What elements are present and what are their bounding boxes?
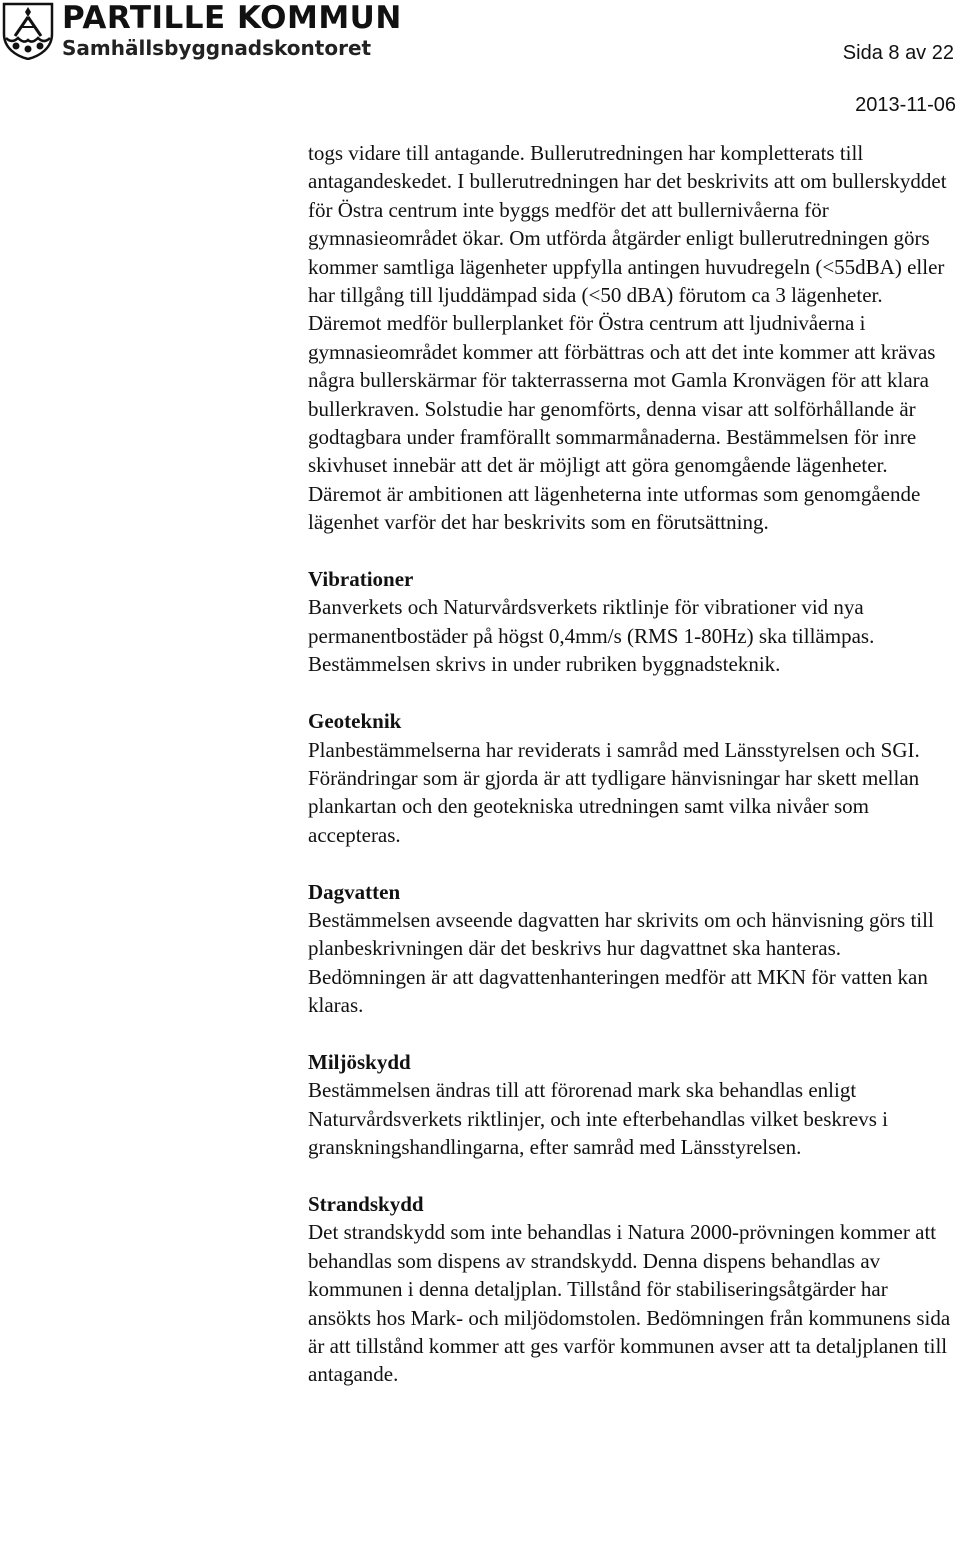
- page-number: Sida 8 av 22: [842, 42, 954, 64]
- section-heading: Strandskydd: [308, 1191, 424, 1216]
- section-strandskydd: [308, 1190, 954, 1389]
- municipal-coat-of-arms-icon: [2, 2, 54, 60]
- section-dagvatten: [308, 878, 954, 1020]
- section-heading: Geoteknik: [308, 709, 402, 734]
- document-date: 2013-11-06: [855, 94, 956, 116]
- section-body: Planbestämmelserna har reviderats i samråd med Länsstyrelsen och SGI. Förändringar som är gjorda är att tydligare hänvisningar har skett mellan plankartan och den geotekniska utredningen samt vilka nivåer som accepteras.: [308, 737, 920, 847]
- section-body: Banverkets och Naturvårdsverkets riktlinje för vibrationer vid nya permanentbostäder på högst 0,4mm/s (RMS 1-80Hz) ska tillämpas. Bestämmelsen skrivs in under rubriken byggnadsteknik.: [308, 595, 875, 677]
- department-name: Samhällsbyggnadskontoret: [62, 36, 372, 60]
- section-body: Bestämmelsen avseende dagvatten har skrivits om och hänvisning görs till planbeskrivningen där det beskrivs hur dagvattnet ska hanteras. Bedömningen är att dagvattenhanteringen medför att MKN för vatten kan klaras.: [308, 907, 934, 1018]
- org-name: PARTILLE KOMMUN: [62, 0, 402, 36]
- section-miljoskydd: [308, 1048, 954, 1162]
- section-geoteknik: [308, 707, 954, 849]
- section-vibrationer: [308, 565, 954, 679]
- section-body: Det strandskydd som inte behandlas i Natura 2000-prövningen kommer att behandlas som dispens av strandskydd. Denna dispens behandlas av kommunen i denna detaljplan. Tillstånd för stabiliseringsåtgärder har ansökts hos Mark- och miljödomstolen. Bedömningen från kommunens sida är att tillstånd kommer att ges varför kommunen avser att ta detaljplanen till antagande.: [308, 1220, 951, 1387]
- section-body: Bestämmelsen ändras till att förorenad mark ska behandlas enligt Naturvårdsverkets riktlinjer, och inte efterbehandlas vilket beskrevs i granskningshandlingarna, efter samråd med Länsstyrelsen.: [308, 1078, 888, 1160]
- section-heading: Dagvatten: [308, 879, 401, 904]
- document-body: [308, 139, 954, 1389]
- section-heading: Miljöskydd: [308, 1049, 411, 1074]
- section-heading: Vibrationer: [308, 567, 414, 592]
- intro-paragraph: togs vidare till antagande. Bullerutredningen har kompletterats till antagandeskedet. I bullerutredningen har det beskrivits att om bullerskyddet för Östra centrum inte byggs medför det att bullernivåerna för gymnasieområdet ökar. Om utförda åtgärder enligt bullerutredningen görs kommer samtliga lägenheter uppfylla antingen huvudregeln (<55dBA) eller har tillgång till ljuddämpad sida (<50 dBA) förutom ca 3 lägenheter. Däremot medför bullerplanket för Östra centrum att ljudnivåerna i gymnasieområdet kommer att förbättras och att det inte kommer att krävas några bullerskärmar för takterrasserna mot Gamla Kronvägen för att klara bullerkraven. Solstudie har genomförts, denna visar att solförhållande är godtagbara under framförallt sommarmånaderna. Bestämmelsen för inre skivhuset innebär att det är möjligt att göra genomgående lägenheter. Däremot är ambitionen att lägenheterna inte utformas som genomgående lägenhet varför det har beskrivits som en förutsättning.: [308, 141, 947, 535]
